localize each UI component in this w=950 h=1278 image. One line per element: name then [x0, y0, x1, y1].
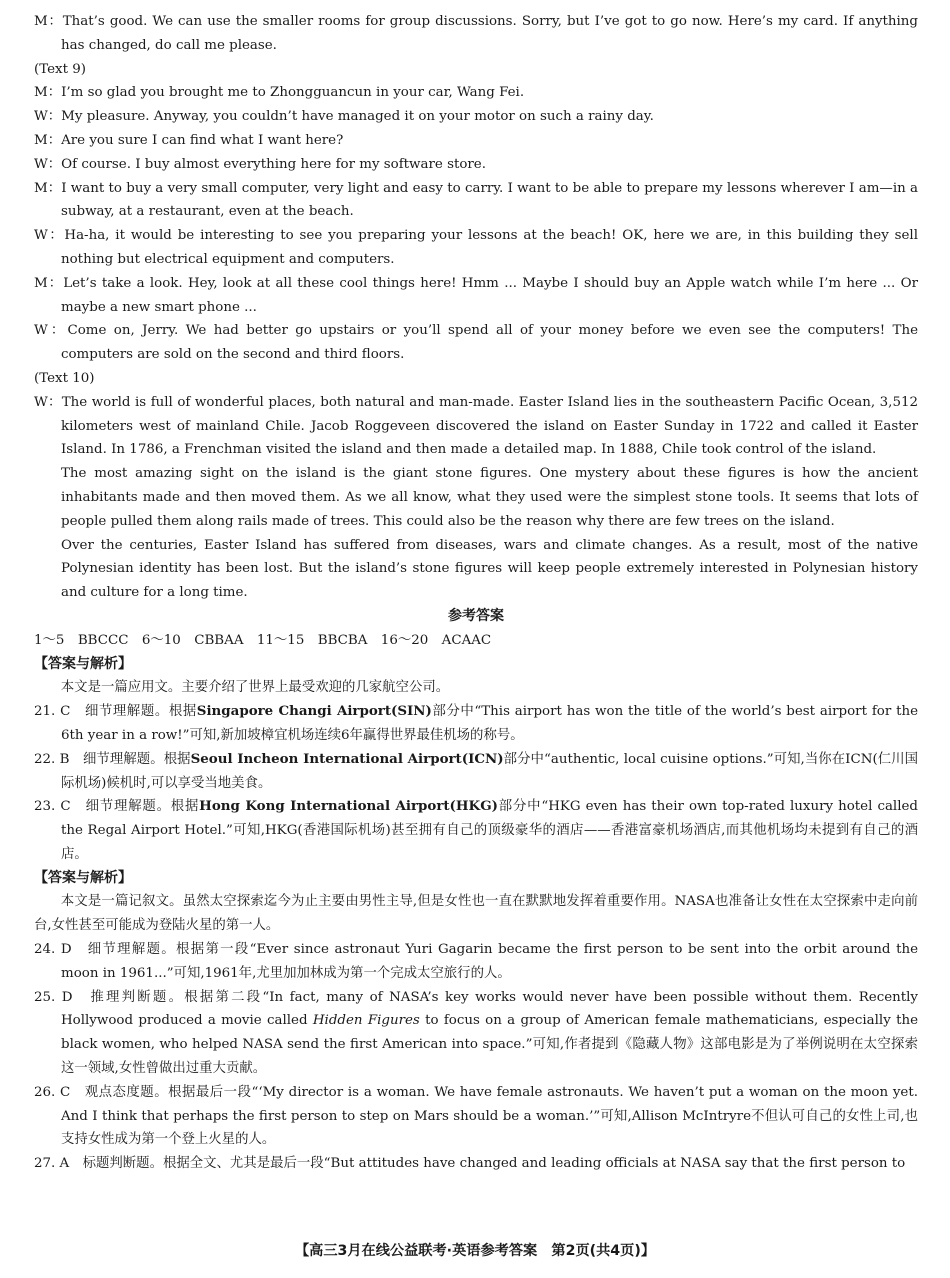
- question-explanation: 24. D 细节理解题。根据第一段“Ever since astronaut Yuri Gagarin became the first person to be sent into the orbit around the moon in 1961...”可知,1961年,尤里加加林成为第一个完成太空旅行的人。: [34, 942, 919, 981]
- dialogue-line: W：Ha-ha, it would be interesting to see you preparing your lessons at the beach! OK, here we are, in this building they sell nothing but electrical equipment and computers.: [34, 228, 918, 267]
- question-explanation: 27. A 标题判断题。根据全文、尤其是最后一段“But attitudes have changed and leading officials at NASA say that the first person to: [34, 1156, 906, 1172]
- dialogue-line: M：Are you sure I can find what I want here?: [34, 132, 344, 148]
- question-explanation: 22. B 细节理解题。根据Seoul Incheon International Airport(ICN)部分中“authentic, local cuisine options.”可知,当你在ICN(仁川国际机场)候机时,可以享受当地美食。: [34, 750, 919, 791]
- dialogue-line: M：I’m so glad you brought me to Zhongguancun in your car, Wang Fei.: [34, 85, 525, 101]
- dialogue-line: W：My pleasure. Anyway, you couldn’t have managed it on your motor on such a rainy day.: [34, 109, 654, 125]
- question-explanation: 21. C 细节理解题。根据Singapore Changi Airport(SIN)部分中“This airport has won the title of the world’s best airport for the 6th year in a row!”可知,新加坡樟宜机场连续6年赢得世界最佳机场的称号。: [34, 703, 919, 743]
- dialogue-line: M：Let’s take a look. Hey, look at all these cool things here! Hmm ... Maybe I should buy an Apple watch while I’m here ... Or maybe a new smart phone ...: [34, 275, 918, 315]
- section-intro: 本文是一篇应用文。主要介绍了世界上最受欢迎的几家航空公司。: [60, 680, 450, 696]
- monologue-paragraph: W：The world is full of wonderful places, both natural and man-made. Easter Island lies in the southeastern Pacific Ocean, 3,512 kilometers west of mainland Chile. Jacob Roggeveen discovered the island on Easter Sunday in 1722 and called it Easter Island. In 1786, a Frenchman visited the island and then made a detailed map. In 1888, Chile took control of the island.: [34, 394, 918, 458]
- text10-label: (Text 10): [34, 370, 95, 386]
- monologue-paragraph: Over the centuries, Easter Island has suffered from diseases, wars and climate changes. As a result, most of the native Polynesian identity has been lost. But the island’s stone figures will keep people extremely interested in Polynesian history and culture for a long time.: [61, 537, 918, 601]
- dialogue-line: W：Of course. I buy almost everything here for my software store.: [34, 156, 486, 172]
- section-header: 【答案与解析】: [34, 869, 132, 886]
- question-explanation: 25. D 推理判断题。根据第二段“In fact, many of NASA’s key works would never have been possible without them. Recently Hollywood produced a movie called Hidden Figures to focus on a group of American female mathematicians, especially the black women, who helped NASA send the first American into space.”可知,作者提到《隐藏人物》这部电影是为了举例说明在太空探索这一领域,女性曾做出过重大贡献。: [34, 989, 918, 1077]
- answers-line: 1～5 BBCCC 6～10 CBBAA 11～15 BBCBA 16～20 ACAAC: [34, 632, 492, 648]
- monologue-paragraph: The most amazing sight on the island is the giant stone figures. One mystery about these figures is how the ancient inhabitants made and then moved them. As we all know, what they used were the simplest stone tools. It seems that lots of people pulled them along rails made of trees. This could also be the reason why there are few trees on the island.: [61, 466, 918, 529]
- section-header: 【答案与解析】: [34, 655, 132, 672]
- answers-title: 参考答案: [448, 607, 504, 624]
- section-intro: 本文是一篇记叙文。虽然太空探索迄今为止主要由男性主导,但是女性也一直在默默地发挥着重要作用。NASA也准备让女性在太空探索中走向前台,女性甚至可能成为登陆火星的第一人。: [34, 894, 918, 934]
- dialogue-line: M：I want to buy a very small computer, very light and easy to carry. I want to be able to prepare my lessons wherever I am—in a subway, at a restaurant, even at the beach.: [34, 180, 919, 220]
- dialogue-line: W：Come on, Jerry. We had better go upstairs or you’ll spend all of your money before we even see the computers! The computers are sold on the second and third floors.: [34, 323, 918, 363]
- page-footer: 【高三3月在线公益联考·英语参考答案 第2页(共4页)】: [294, 1243, 656, 1259]
- text9-label: (Text 9): [34, 61, 86, 77]
- question-explanation: 26. C 观点态度题。根据最后一段“‘My director is a woman. We have female astronauts. We haven’t put a woman on the moon yet. And I think that perhaps the first person to step on Mars should be a woman.’”可知,Allison McIntryre不但认可自己的女性上司,也支持女性成为第一个登上火星的人。: [34, 1084, 918, 1148]
- answer-document: [34, 10, 918, 1176]
- question-explanation: 23. C 细节理解题。根据Hong Kong International Airport(HKG)部分中“HKG even has their own top-rated luxury hotel called the Regal Airport Hotel.”可知,HKG(香港国际机场)甚至拥有自己的顶级豪华的酒店——香港富豪机场酒店,而其他机场均未提到有自己的酒店。: [34, 798, 918, 862]
- dialogue-line: M：That’s good. We can use the smaller rooms for group discussions. Sorry, but I’ve got to go now. Here’s my card. If anything has changed, do call me please.: [34, 14, 918, 53]
